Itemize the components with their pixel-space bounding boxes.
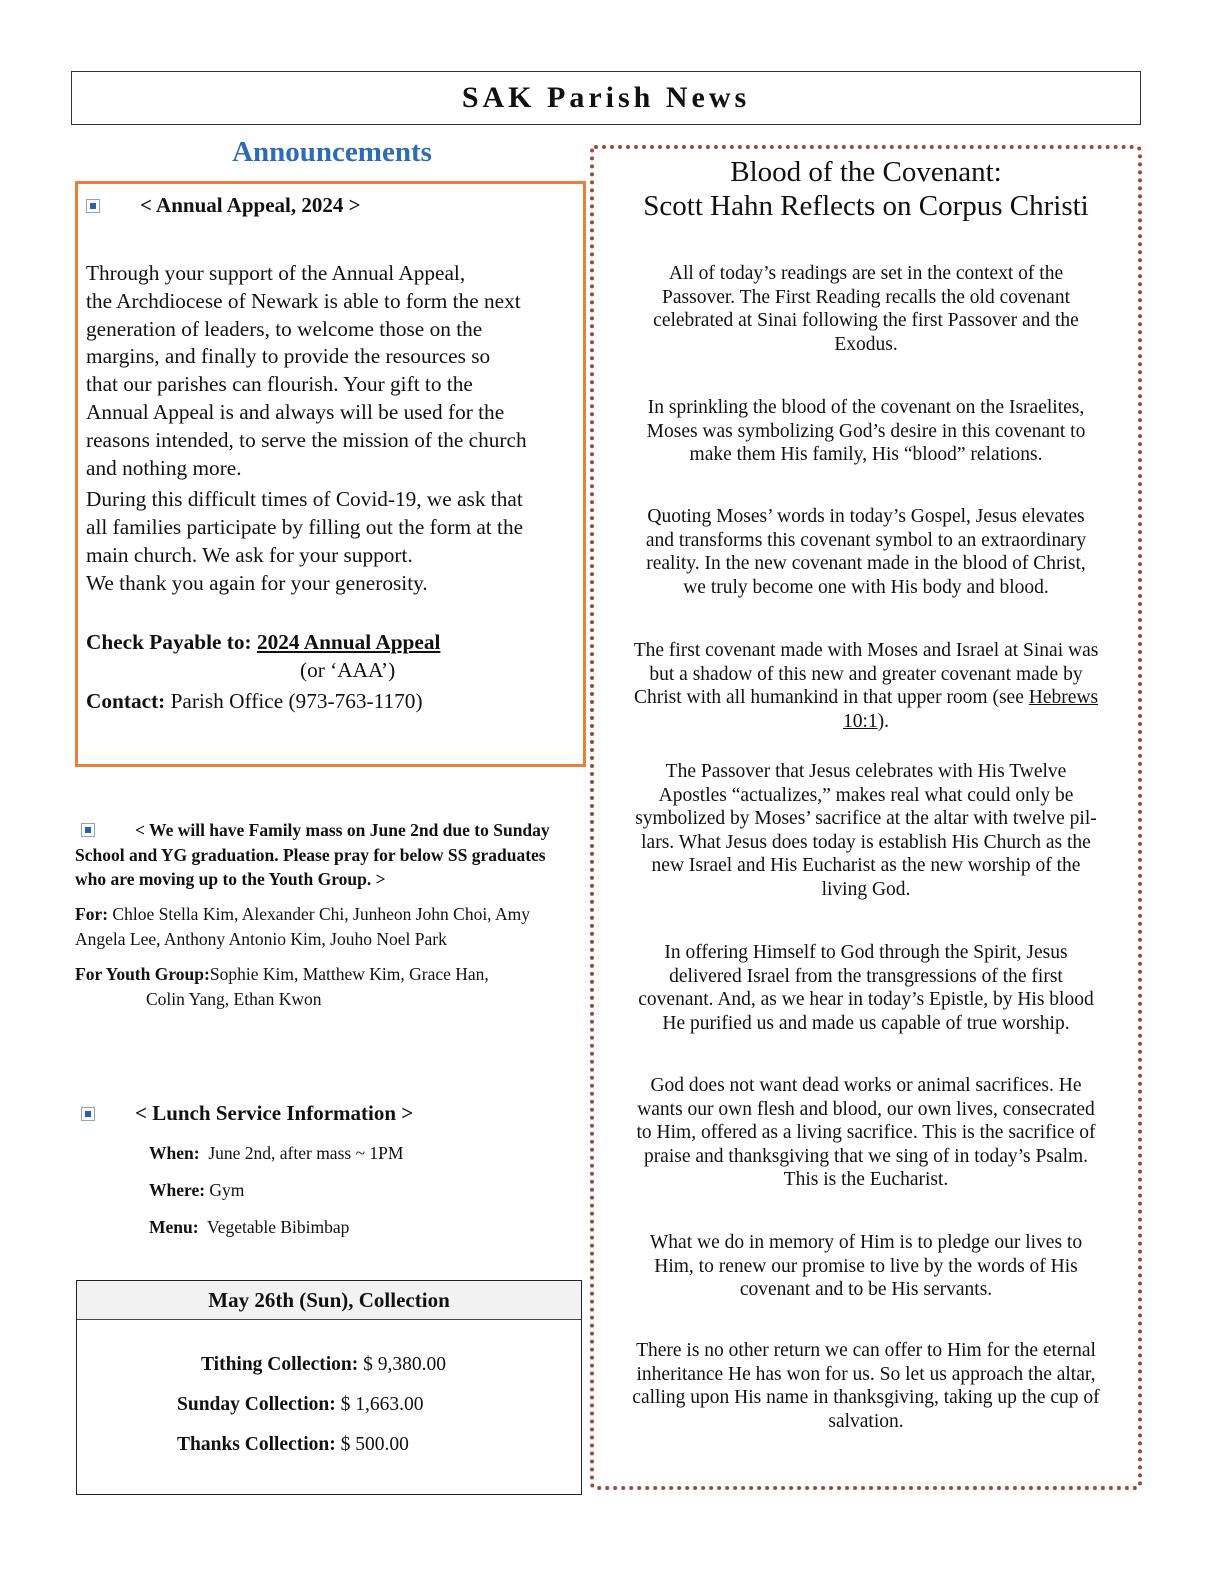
article-paragraph: There is no other return we can offer to Him for the eternal inheritance He has won for us. So let us approach the altar, calling upon His name in thanksgiving, taking up the cup of salvation. — [632, 1340, 1100, 1432]
lunch-title: < Lunch Service Information > — [135, 1101, 414, 1125]
sunday-collection: Sunday Collection: $ 1,663.00 — [177, 1394, 424, 1415]
article-paragraph: God does not want dead works or animal sacrifices. He wants our own flesh and blood, our own lives, consecrated to Him, offered as a living sacrifice. This is the sacrifice of praise and thanksgiving that we sing of in today’s Psalm. This is the Eucharist. — [636, 1075, 1096, 1190]
contact-line — [86, 689, 423, 714]
article-paragraph: Quoting Moses’ words in today’s Gospel, Jesus elevates and transforms this covenant symbol to an extraordinary reality. In the new covenant made in the blood of Christ, we truly become one with His body and blood. — [645, 506, 1087, 598]
youth-group-names-1: Sophie Kim, Matthew Kim, Grace Han, — [209, 963, 489, 984]
ss-graduates — [75, 902, 580, 952]
check-payable-alt: (or ‘AAA’) — [300, 658, 396, 682]
article-paragraph: The first covenant made with Moses and Israel at Sinai was but a shadow of this new and greater covenant made by Christ with all humankind in that upper room (see Hebrews 10:1). — [633, 640, 1099, 732]
family-mass-block — [75, 818, 580, 1012]
lunch-header — [81, 1101, 413, 1126]
thanks-collection: Thanks Collection: $ 500.00 — [177, 1434, 409, 1455]
for-label: For: — [75, 903, 109, 924]
hebrews-link[interactable]: Hebrews — [1028, 687, 1099, 708]
youth-group-label: For Youth Group: — [75, 963, 210, 984]
contact-value: Parish Office (973-763-1170) — [170, 689, 423, 713]
annual-appeal-header — [86, 193, 361, 218]
check-payable-line — [86, 630, 440, 655]
checkbox-icon — [81, 823, 95, 837]
masthead-title: SAK Parish News — [461, 81, 751, 114]
youth-group-names-2: Colin Yang, Ethan Kwon — [146, 988, 322, 1009]
announcements-heading: Announcements — [232, 136, 432, 168]
article-paragraph: The Passover that Jesus celebrates with His Twelve Apostles “actualizes,” makes real what could only be symbolized by Moses’ sacrifice at the altar with twelve pil- lars. What Jesus does today is establish His Church as the new Israel and His Eucharist as the new worship of the living God. — [635, 761, 1097, 900]
article-paragraph: In sprinkling the blood of the covenant on the Israelites, Moses was symbolizing God’s desire in this covenant to make them His family, His “blood” relations. — [646, 397, 1086, 465]
check-payable-label: Check Payable to: — [86, 630, 252, 654]
checkbox-icon — [86, 199, 100, 213]
article-paragraph: In offering Himself to God through the Spirit, Jesus delivered Israel from the transgressions of the first covenant. And, as we hear in today’s Epistle, by His blood He purified us and made us capable of true worship. — [638, 942, 1094, 1034]
tithing-collection: Tithing Collection: $ 9,380.00 — [201, 1354, 447, 1375]
checkbox-icon — [81, 1107, 95, 1121]
collection-header: May 26th (Sun), Collection — [77, 1281, 581, 1320]
family-mass-title: < We will have Family mass on June 2nd due to Sunday School and YG graduation. Please pray for below SS graduates who are moving up to the Youth Group. > — [75, 820, 550, 889]
lunch-when: When: June 2nd, after mass ~ 1PM — [149, 1143, 404, 1163]
article-paragraph: All of today’s readings are set in the context of the Passover. The First Reading recalls the old covenant celebrated at Sinai following the first Passover and the Exodus. — [653, 263, 1079, 355]
lunch-where: Where: Gym — [149, 1180, 245, 1200]
lunch-menu: Menu: Vegetable Bibimbap — [149, 1217, 350, 1237]
annual-appeal-box — [75, 181, 586, 767]
annual-appeal-body — [86, 260, 581, 598]
article-title: Blood of the Covenant: Scott Hahn Reflects on Corpus Christi — [643, 156, 1089, 222]
hebrews-link-cont[interactable]: 10:1 — [842, 710, 878, 732]
masthead — [71, 71, 1141, 125]
for-names: Chloe Stella Kim, Alexander Chi, Junheon John Choi, Amy Angela Lee, Anthony Antonio Kim, Jouho Noel Park — [75, 903, 530, 949]
article-paragraph: What we do in memory of Him is to pledge our lives to Him, to renew our promise to live by the words of His covenant and to be His servants. — [649, 1232, 1083, 1300]
contact-label: Contact: — [86, 689, 166, 713]
appeal-paragraph-1: Through your support of the Annual Appeal, the Archdiocese of Newark is able to form the next generation of leaders, to welcome those on the margins, and finally to provide the resources so that our parishes can flourish. Your gift to the Annual Appeal is and always will be used for the reasons intended, to serve the mission of the church and nothing more. — [86, 261, 527, 480]
check-payable-value: 2024 Annual Appeal — [256, 630, 441, 654]
collection-box — [76, 1280, 582, 1495]
youth-group-graduates — [75, 962, 580, 1012]
appeal-paragraph-2: During this difficult times of Covid-19, we ask that all families participate by filling out the form at the main church. We ask for your support. We thank you again for your generosity. — [86, 487, 524, 595]
article-box — [590, 145, 1142, 1490]
annual-appeal-title: < Annual Appeal, 2024 > — [140, 193, 361, 217]
